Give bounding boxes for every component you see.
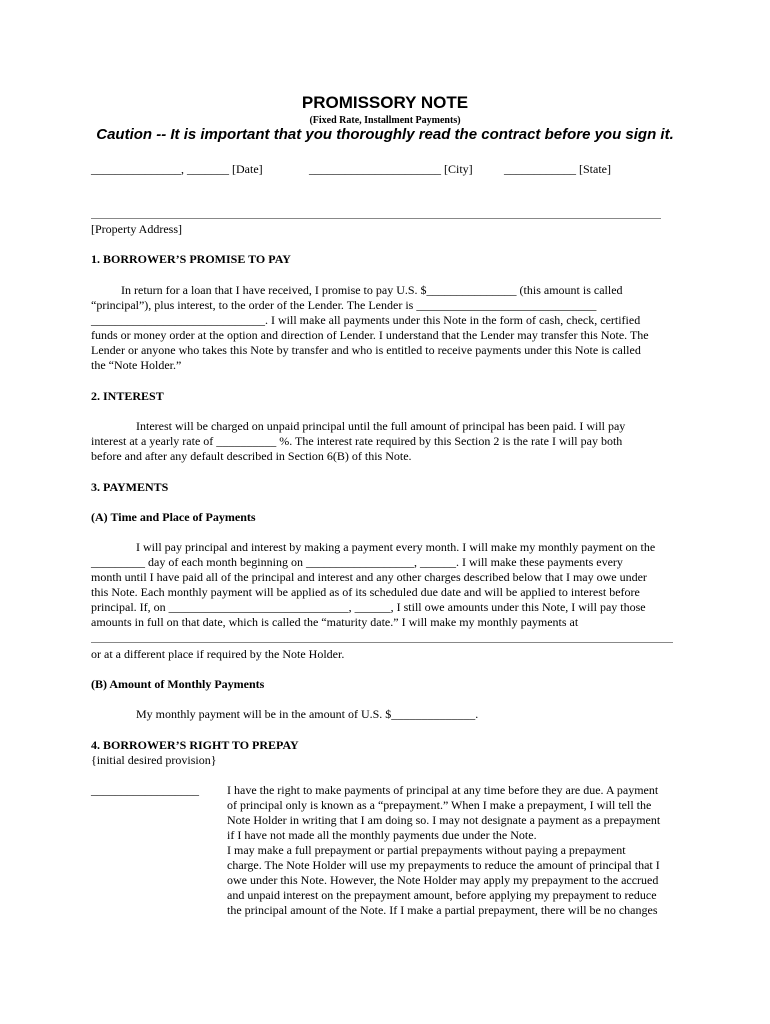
section3a-line: this Note. Each monthly payment will be applied as of its scheduled due date and will be applied to interest before bbox=[91, 585, 640, 599]
document-subtitle: (Fixed Rate, Installment Payments) bbox=[309, 115, 461, 126]
section3a-line: I will pay principal and interest by making a payment every month. I will make my monthly payment on the bbox=[136, 540, 656, 554]
section2-line: Interest will be charged on unpaid principal until the full amount of principal has been paid. I will pay bbox=[136, 419, 626, 433]
section2-heading: 2. INTEREST bbox=[91, 389, 164, 403]
section1-line: In return for a loan that I have received, I promise to pay U.S. $_______________ (this amount is called bbox=[121, 283, 623, 297]
city-field[interactable]: ______________________ [City] bbox=[309, 162, 473, 176]
section4-line: if I have not made all the monthly payments due under the Note. bbox=[227, 828, 537, 842]
section4-line: the principal amount of the Note. If I make a partial prepayment, there will be no changes bbox=[227, 903, 658, 917]
section3a-line: principal. If, on ______________________________, ______, I still owe amounts under this Note, I will pay those bbox=[91, 600, 646, 614]
document-title: PROMISSORY NOTE bbox=[301, 93, 469, 112]
section4-line: owe under this Note. However, the Note Holder may apply my prepayment to the accrued bbox=[227, 873, 659, 887]
section3b-line: My monthly payment will be in the amount of U.S. $______________. bbox=[136, 707, 479, 721]
section3a-line: _________ day of each month beginning on __________________, ______. I will make these payments every bbox=[91, 555, 623, 569]
section4-line: I may make a full prepayment or partial prepayments without paying a prepayment bbox=[227, 843, 626, 857]
section4-note: {initial desired provision} bbox=[91, 753, 217, 767]
payment-place-line[interactable] bbox=[91, 642, 673, 643]
section1-line: the “Note Holder.” bbox=[91, 358, 182, 372]
section3a-line: month until I have paid all of the principal and interest and any other charges described below that I may owe under bbox=[91, 570, 647, 584]
section3a-line: amounts in full on that date, which is called the “maturity date.” I will make my monthly payments at bbox=[91, 615, 579, 629]
section4-line: Note Holder in writing that I am doing so. I may not designate a payment as a prepayment bbox=[227, 813, 661, 827]
section3-heading: 3. PAYMENTS bbox=[91, 480, 169, 494]
section1-line: _____________________________. I will make all payments under this Note in the form of cash, check, certified bbox=[91, 313, 641, 327]
section1-heading: 1. BORROWER’S PROMISE TO PAY bbox=[91, 252, 291, 266]
section3a-after-line: or at a different place if required by the Note Holder. bbox=[91, 647, 345, 661]
section2-line: before and after any default described in Section 6(B) of this Note. bbox=[91, 449, 412, 463]
initial-field[interactable]: __________________ bbox=[91, 783, 199, 797]
section3a-heading: (A) Time and Place of Payments bbox=[91, 510, 256, 524]
section3b-heading: (B) Amount of Monthly Payments bbox=[91, 677, 265, 691]
property-address-label: [Property Address] bbox=[91, 222, 182, 236]
section4-line: and unpaid interest on the prepayment amount, before applying my prepayment to reduce bbox=[227, 888, 657, 902]
state-field[interactable]: ____________ [State] bbox=[504, 162, 611, 176]
caution-notice: Caution -- It is important that you thoroughly read the contract before you sign it. bbox=[96, 126, 674, 143]
section2-line: interest at a yearly rate of __________ %. The interest rate required by this Section 2 is the rate I will pay both bbox=[91, 434, 623, 448]
section4-line: charge. The Note Holder will use my prepayments to reduce the amount of principal that I bbox=[227, 858, 660, 872]
section1-line: funds or money order at the option and direction of Lender. I understand that the Lender may transfer this Note. The bbox=[91, 328, 649, 342]
date-field[interactable]: _______________, _______ [Date] bbox=[91, 162, 263, 176]
section1-line: Lender or anyone who takes this Note by transfer and who is entitled to receive payments under this Note is called bbox=[91, 343, 641, 357]
section4-line: I have the right to make payments of principal at any time before they are due. A payment bbox=[227, 783, 659, 797]
section1-line: “principal”), plus interest, to the order of the Lender. The Lender is ______________________________ bbox=[91, 298, 597, 312]
section4-line: of principal only is known as a “prepayment.” When I make a prepayment, I will tell the bbox=[227, 798, 652, 812]
property-address-line[interactable] bbox=[91, 218, 661, 219]
section4-heading: 4. BORROWER’S RIGHT TO PREPAY bbox=[91, 738, 299, 752]
